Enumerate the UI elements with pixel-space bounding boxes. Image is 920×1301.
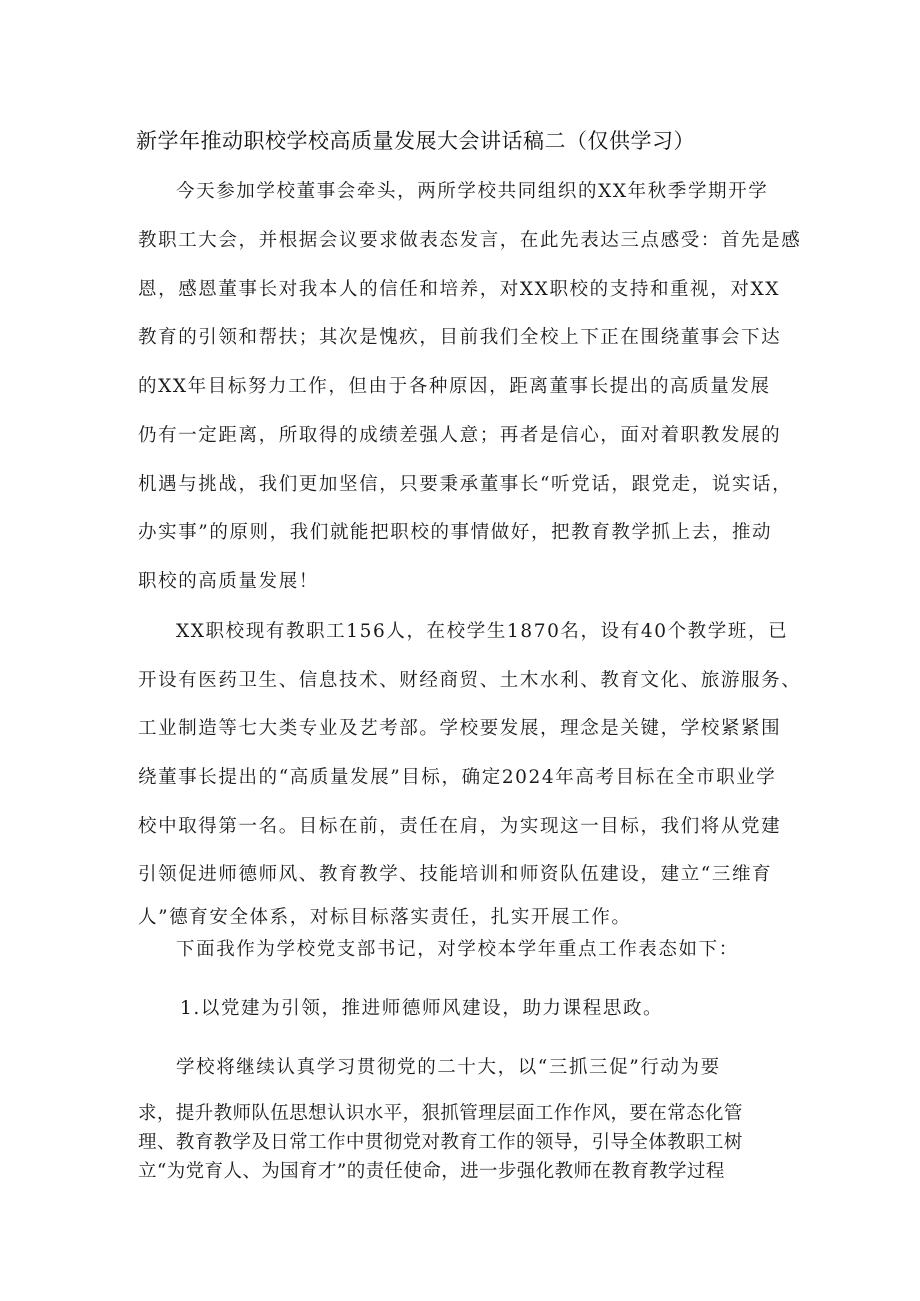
paragraph-3-line: 立“为党育人、为国育才”的责任使命，进一步强化教师在教育教学过程: [138, 1161, 725, 1182]
paragraph-1-line: 仍有一定距离，所取得的成绩差强人意；再者是信心，面对着职教发展的: [138, 425, 782, 446]
document-title: 新学年推动职校学校高质量发展大会讲话稿二（仅供学习）: [136, 129, 695, 153]
paragraph-1-line: 办实事”的原则，我们就能把职校的事情做好，把教育教学抓上去，推动: [138, 522, 773, 543]
paragraph-1-line: 恩，感恩董事长对我本人的信任和培养，对XX职校的支持和重视，对XX: [138, 279, 780, 300]
paragraph-2-line: 绕董事长提出的“高质量发展”目标，确定2024年高考目标在全市职业学: [138, 767, 777, 788]
paragraph-2-line: 开设有医药卫生、信息技术、财经商贸、土木水利、教育文化、旅游服务、: [138, 670, 802, 691]
paragraph-1-line: 的XX年目标努力工作，但由于各种原因，距离董事长提出的高质量发展: [138, 376, 771, 397]
paragraph-2-line: 校中取得第一名。目标在前，责任在肩，为实现这一目标，我们将从党建: [138, 816, 782, 837]
paragraph-1-line: 今天参加学校董事会牵头，两所学校共同组织的XX年秋季学期开学: [176, 181, 769, 202]
intro-line: 下面我作为学校党支部书记，对学校本学年重点工作表态如下：: [176, 939, 739, 960]
list-item-1: 1.以党建为引领，推进师德师风建设，助力课程思政。: [180, 998, 664, 1019]
paragraph-1-line: 机遇与挑战，我们更加坚信，只要秉承董事长“听党话，跟党走，说实话，: [138, 474, 793, 495]
paragraph-1-line: 教职工大会，并根据会议要求做表态发言，在此先表达三点感受：首先是感: [138, 230, 802, 251]
paragraph-2-line: 人”德育安全体系，对标目标落实责任，扎实开展工作。: [138, 907, 632, 928]
paragraph-2-line: XX职校现有教职工156人，在校学生1870名，设有40个教学班，已: [176, 621, 789, 642]
paragraph-1-line: 职校的高质量发展！: [138, 571, 319, 592]
paragraph-2-line: 引领促进师德师风、教育教学、技能培训和师资队伍建设，建立“三维育: [138, 864, 773, 885]
paragraph-3-line: 学校将继续认真学习贯彻党的二十大，以“三抓三促”行动为要: [176, 1057, 721, 1078]
paragraph-2-line: 工业制造等七大类专业及艺考部。学校要发展，理念是关键，学校紧紧围: [138, 718, 782, 739]
paragraph-3-line: 求，提升教师队伍思想认识水平，狠抓管理层面工作作风，要在常态化管: [138, 1103, 743, 1124]
paragraph-1-line: 教育的引领和帮扶；其次是愧疚，目前我们全校上下正在围绕董事会下达: [138, 327, 782, 348]
paragraph-3-line: 理、教育教学及日常工作中贯彻党对教育工作的领导，引导全体教职工树: [138, 1132, 743, 1153]
